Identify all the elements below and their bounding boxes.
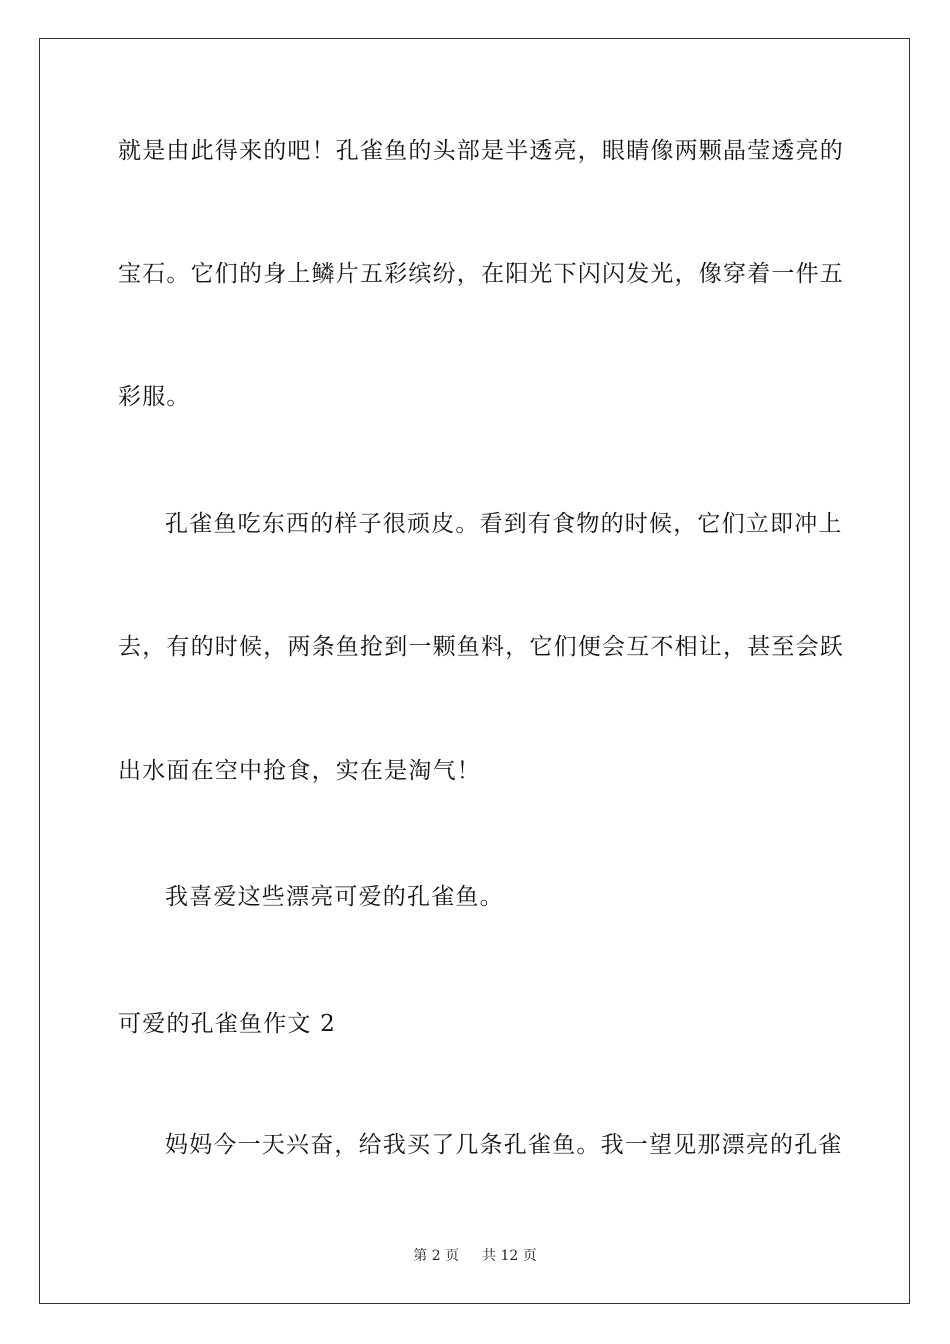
text-line: 出水面在空中抢食，实在是淘气！ — [118, 758, 481, 784]
text-line: 去，有的时候，两条鱼抢到一颗鱼料，它们便会互不相让，甚至会跃 — [118, 634, 844, 660]
text-line: 就是由此得来的吧！孔雀鱼的头部是半透亮，眼睛像两颗晶莹透亮的 — [118, 138, 844, 164]
page-frame — [39, 38, 910, 1304]
text-line: 孔雀鱼吃东西的样子很顽皮。看到有食物的时候，它们立即冲上 — [165, 511, 843, 537]
page-total: 共 12 页 — [482, 1248, 537, 1264]
text-line: 宝石。它们的身上鳞片五彩缤纷，在阳光下闪闪发光，像穿着一件五 — [118, 261, 844, 287]
text-line: 妈妈今一天兴奋，给我买了几条孔雀鱼。我一望见那漂亮的孔雀 — [165, 1132, 843, 1158]
page-number: 第 2 页 — [413, 1248, 460, 1264]
text-line: 我喜爱这些漂亮可爱的孔雀鱼。 — [165, 884, 504, 910]
page-footer — [0, 1247, 950, 1265]
section-heading: 可爱的孔雀鱼作文 2 — [118, 1011, 336, 1037]
text-line: 彩服。 — [118, 384, 191, 410]
